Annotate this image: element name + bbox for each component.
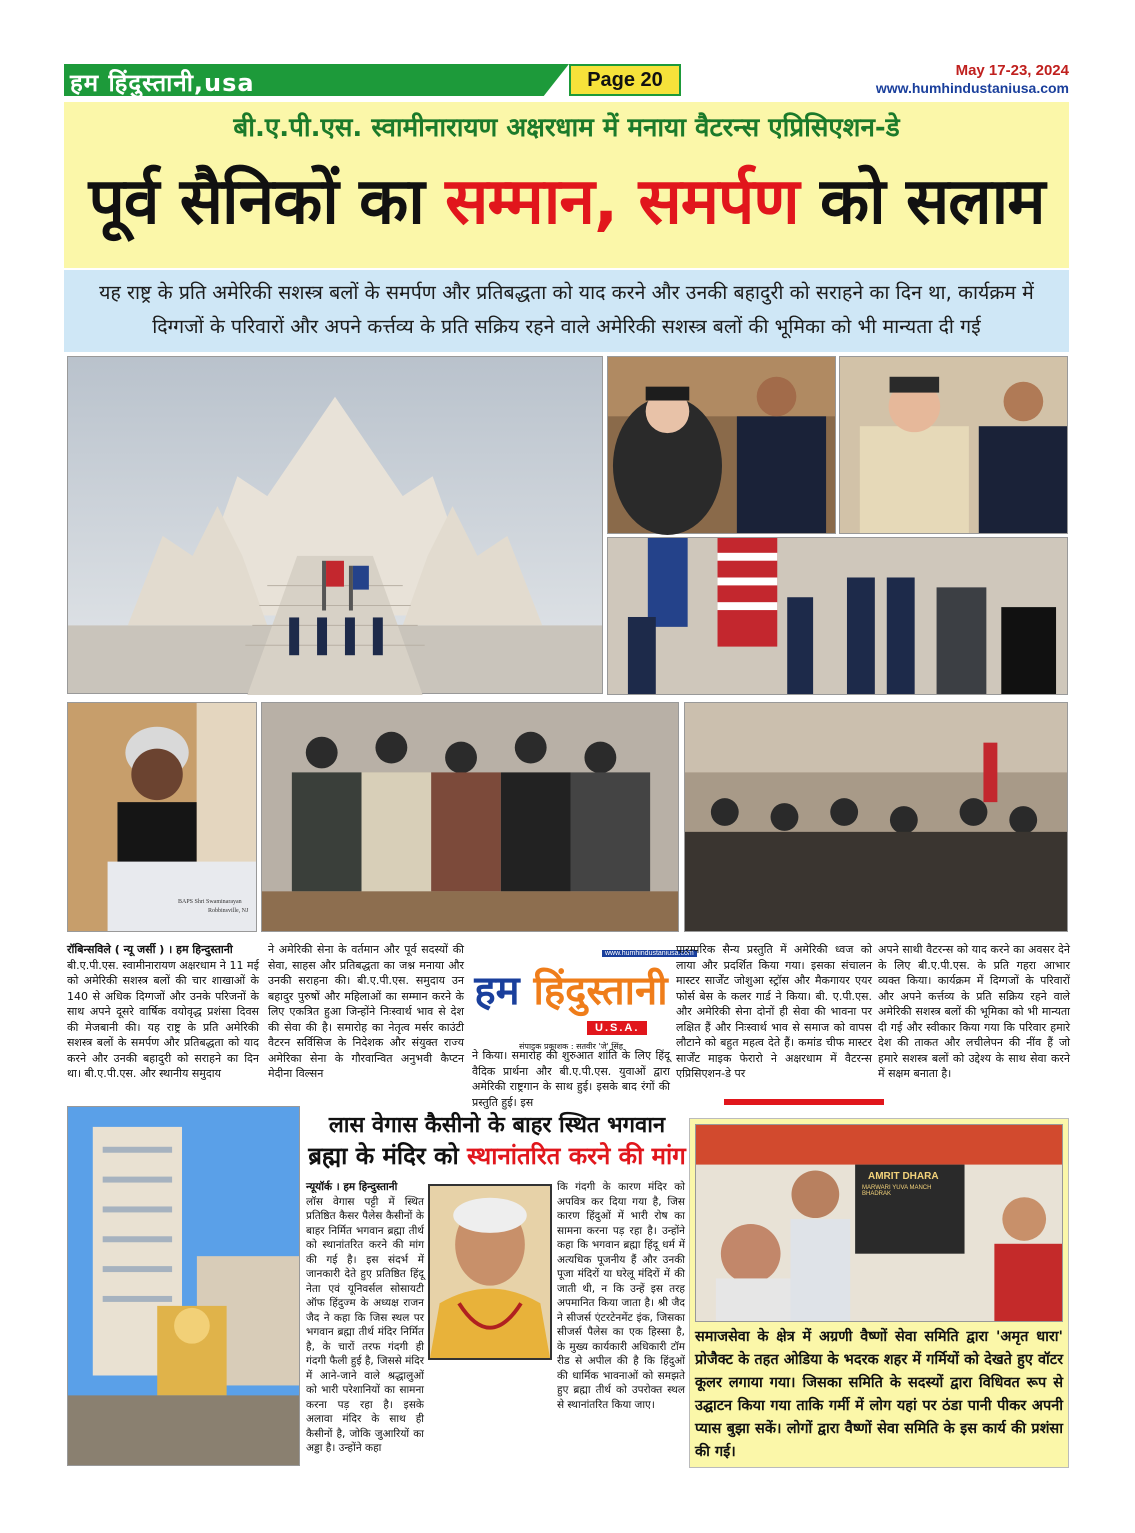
vegas-title-2a: ब्रह्मा के मंदिर को [308,1142,468,1170]
article-col-1-text: बी.ए.पी.एस. स्वामीनारायण अक्षरधाम ने 11 मई को अमेरिकी सशस्त्र बलों की चार शाखाओं के 140 से अधिक दिग्गजों और उनके परिजनों के साथ अपने दूसरे वार्षिक वयोवृद्ध प्रशंसा दिवस की मेजबानी की। यह राष्ट्र के प्रति अमेरिकी सशस्त्र बलों के समर्पण और प्रतिबद्धता को याद करने और उनकी बहादुरी को सराहने का दिन था। बी.ए.पी.एस. और स्थानीय समुदाय [67,958,259,1080]
publication-name: हम हिंदुस्तानी,usa [70,69,255,97]
podium-label-2: Robbinsville, NJ [208,908,249,914]
vegas-title-2b: स्थानांतरित करने की मांग [467,1142,686,1170]
audience-photo [261,702,679,932]
hall-photo [684,702,1068,932]
logo-url-tag: www.humhindustaniusa.com [602,950,697,957]
website-url[interactable]: www.humhindustaniusa.com [875,80,1069,96]
water-cooler-photo [695,1124,1063,1322]
portrait-photo [428,1184,552,1360]
article-dateline: रॉबिन्सविले ( न्यू जर्सी ) । हम हिन्दुस्तानी [67,943,233,956]
logo-part2: हिंदुस्तानी [533,968,668,1014]
vegas-headline [308,1110,686,1172]
temple-photo [67,356,603,694]
publication-logo [472,943,694,1055]
kicker: बी.ए.पी.एस. स्वामीनारायण अक्षरधाम में मनाया वैटरन्स एप्रिसिएशन-डे [233,113,900,143]
vegas-dateline: न्यूयॉर्क । हम हिन्दुस्तानी [306,1181,398,1193]
article-col-5: अपने साथी वैटरन्स को याद करने का अवसर देने के लिए बी.ए.पी.एस. के प्रति गहरा आभार व्यक्त किया। कार्यक्रम में दिग्गजों के परिवारों और अपने कर्त्तव्य के प्रति सक्रिय रहने वाले अमेरिकी सशस्त्र बलों की भूमिका को भी मान्यता दी गई और स्वीकार किया गया कि परिवार हमारे देश की ताकत और लचीलेपन की नींव हैं जो हमारे सशस्त्र बलों को उद्देश्य के साथ सेवा करने में सक्षम बनाता है। [878,943,1070,1080]
headline-box [64,102,1069,268]
color-guard-photo [607,537,1068,695]
podium-label: BAPS Shri Swaminarayan [178,899,242,905]
casino-photo [67,1106,300,1466]
seva-caption: समाजसेवा के क्षेत्र में अग्रणी वैष्णों सेवा समिति द्वारा 'अमृत धारा' प्रोजैक्ट के तहत ओडिया के भदरक शहर में गर्मियों को देखते हुए वॉटर कूलर लगाया गया। जिसका समिति के सदस्यों द्वारा विधिवत रूप से उद्घाटन किया गया ताकि गर्मी में लोग यहां पर ठंडा पानी पीकर अपनी प्यास बुझा सकें। लोगों द्वारा वैष्णों सेवा समिति के इस कार्य की प्रशंसा की गई। [695,1329,1063,1460]
logo-editor: संपादक प्रकाशक : सतवीर 'जे' सिंह [519,1042,623,1051]
headline-part2: सम्मान, समर्पण [445,165,799,239]
page-number: Page 20 [569,64,681,96]
logo-wordmark [472,961,670,1016]
main-headline [64,154,1069,250]
plaque-title: AMRIT DHARA [868,1171,939,1182]
veteran-pinning-photo-1 [607,356,836,534]
headline-part3: को सलाम [798,165,1045,239]
divider-rule [724,1099,884,1105]
plaque-subtitle: MARWARI YUVA MANCH BHADRAK [862,1185,932,1197]
masthead [64,62,1069,98]
speaker-photo [67,702,257,932]
issue-date: May 17-23, 2024 [955,62,1069,79]
logo-usa: U.S.A. [587,1021,647,1035]
article-col-4: पारम्परिक सैन्य प्रस्तुति में अमेरिकी ध्वज को लाया और प्रदर्शित किया गया। इसका संचालन मास्टर सार्जेंट जोशुआ स्ट्रॉस और मैकगायर एयर फोर्स बेस के कलर गार्ड ने किया। बी. ए.पी.एस. और अमेरिकी सेना दोनों ही सेवा की भावना पर लक्षित हैं और निःस्वार्थ भाव से समाज को वापस लौटाने को बहुत महत्व देते हैं। कमांड चीफ मास्टर सार्जेंट माइक फेरारो ने अक्षरधाम में वैटरन्स एप्रिसिएशन-डे पर [676,943,872,1080]
vegas-col-1-text: लॉस वेगास पट्टी में स्थित प्रतिष्ठित कैसर पैलेस कैसीनों के बाहर निर्मित भगवान ब्रह्मा तीर्थ को स्थानांतरित करने की मांग की गई है। इस संदर्भ में जानकारी देते हुए प्रतिष्ठित हिंदू नेता एवं यूनिवर्सल सोसायटी ऑफ हिंदुज्म के अध्यक्ष राजन जैद ने कहा कि जिस स्थल पर भगवान ब्रह्मा तीर्थ मंदिर निर्मित है, के चारों तरफ गंदगी ही गंदगी फैली हुई है, जिससे मंदिर में आने-जाने वाले श्रद्धालुओं को भारी परेशानियों का सामना करना पड़ रहा है। इसके अलावा मंदिर के साथ ही कैसीनों है, जोकि जुआरियों का अड्डा है। उन्होंने कहा [306,1195,424,1454]
deck: यह राष्ट्र के प्रति अमेरिकी सशस्त्र बलों के समर्पण और प्रतिबद्धता को याद करने और उनकी बहादुरी को सराहने का दिन था, कार्यक्रम में दिग्गजों के परिवारों और अपने कर्त्तव्य के प्रति सक्रिय रहने वाले अमेरिकी सशस्त्र बलों की भूमिका को भी मान्यता दी गई [64,270,1069,352]
logo-part1: हम [474,968,534,1014]
veteran-pinning-photo-2 [839,356,1068,534]
vegas-col-1 [306,1180,424,1466]
vegas-col-2: कि गंदगी के कारण मंदिर को अपवित्र कर दिया गया है, जिस कारण हिंदुओं में भारी रोष का सामना करना पड़ रहा है। उन्होंने कहा कि भगवान ब्रह्मा हिंदू धर्म में अत्यधिक पूजनीय हैं और उनकी पूजा मंदिरों या घरेलू मंदिरों में की जाती थी, न कि उन्हें इस तरह अपमानित किया जाता है। श्री जैद ने सीजर्स एंटरटेनमेंट इंक, जिसका सीजर्स पैलेस का एक हिस्सा है, के मुख्य कार्यकारी अधिकारी टॉम रीड से अपील की है कि हिंदुओं की धार्मिक भावनाओं को समझते हुए ब्रह्मा तीर्थ को उपरोक्त स्थल से स्थानांतरित किया जाए। [557,1181,685,1411]
article-col-3: ने किया। समारोह की शुरुआत शांति के लिए हिंदू वैदिक प्रार्थना और बी.ए.पी.एस. युवाओं द्वारा अमेरिकी राष्ट्रगान के साथ हुई। इसके बाद रंगों की प्रस्तुति हुई। इस [472,1049,670,1109]
article-col-2: ने अमेरिकी सेना के वर्तमान और पूर्व सदस्यों की सेवा, साहस और प्रतिबद्धता का जश्न मनाया और उनकी सराहना की। बी.ए.पी.एस. समुदाय उन बहादुर पुरुषों और महिलाओं का सम्मान करने के लिए एकत्रित हुआ जिन्होंने निःस्वार्थ भाव से देश की सेवा की है। समारोह का नेतृत्व मर्सर काउंटी वैटरन सर्विसिज के निदेशक और संयुक्त राज्य अमेरिका सेना के गौरवान्वित अनुभवी कैप्टन मेदीना विल्सन [268,943,464,1080]
vegas-title-line1: लास वेगास कैसीनो के बाहर स्थित भगवान [328,1113,666,1138]
headline-part1: पूर्व सैनिकों का [88,165,446,239]
article-col-1 [67,942,259,1094]
vegas-title-line2 [308,1141,686,1172]
